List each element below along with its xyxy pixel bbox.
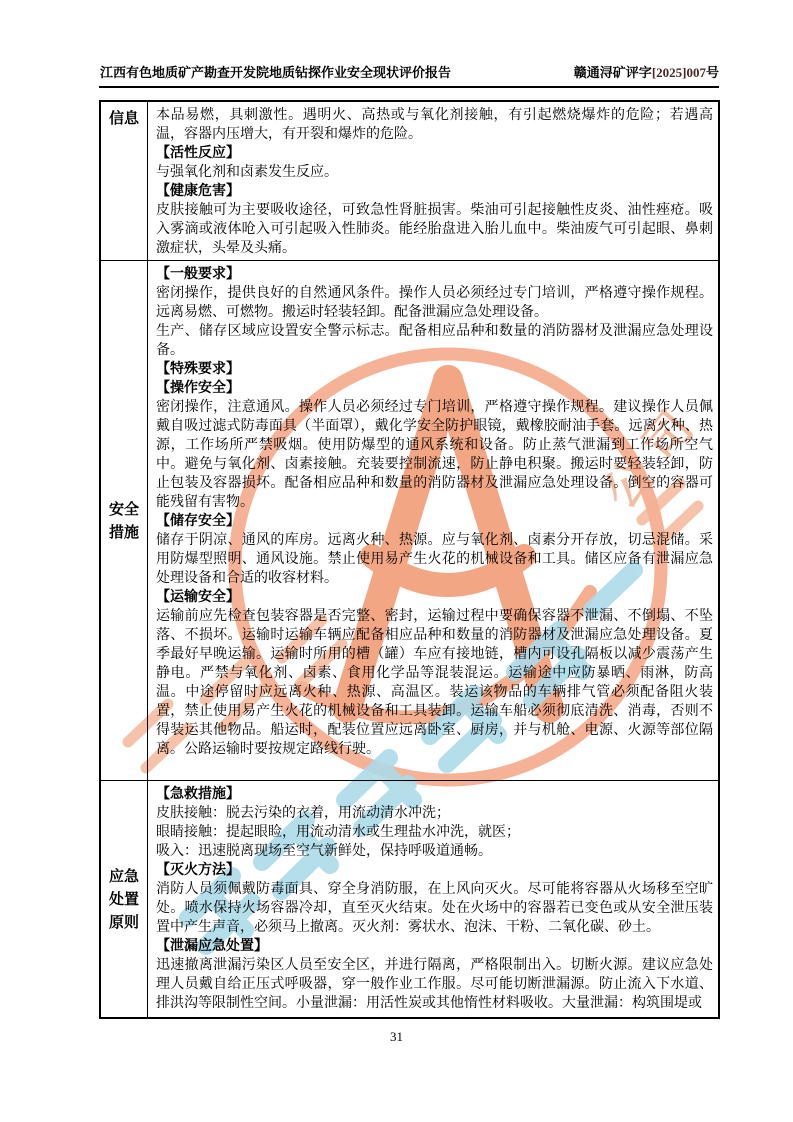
paragraph: 消防人员须佩戴防毒面具、穿全身消防服，在上风向灭火。尽可能将容器从火场移至空旷处。喷水保持火场容器冷却，直至灭火结束。处在火场中的容器若已变色或从安全泄压装置中产生声音，必须马上撤离。灭火剂：雾状水、泡沫、干粉、二氧化碳、砂土。 xyxy=(156,880,713,934)
section-heading: 【泄漏应急处置】 xyxy=(156,937,268,953)
paragraph: 眼睛接触：提起眼睑，用流动清水或生理盐水冲洗，就医； xyxy=(156,823,520,839)
section-heading: 【健康危害】 xyxy=(156,182,240,198)
page-number: 31 xyxy=(390,1029,403,1044)
paragraph: 生产、储存区域应设置安全警示标志。配备相应品种和数量的消防器材及泄漏应急处理设备。 xyxy=(156,322,713,357)
row-label xyxy=(101,102,148,260)
page-header xyxy=(100,62,719,81)
section-heading: 【特殊要求】 xyxy=(156,360,240,376)
paragraph: 密闭操作，注意通风。操作人员必须经过专门培训，严格遵守操作规程。建议操作人员佩戴自吸过滤式防毒面具（半面罩），戴化学安全防护眼镜，戴橡胶耐油手套。远离火种、热源，工作场所严禁吸烟。使用防爆型的通风系统和设备。防止蒸气泄漏到工作场所空气中。避免与氧化剂、卤素接触。充装要控制流速，防止静电积聚。搬运时要轻装轻卸，防止包装及容器损坏。配备相应品种和数量的消防器材及泄漏应急处理设备。倒空的容器可能残留有害物。 xyxy=(156,398,713,509)
paragraph: 运输前应先检查包装容器是否完整、密封，运输过程中要确保容器不泄漏、不倒塌、不坠落、不损坏。运输时运输车辆应配备相应品种和数量的消防器材及泄漏应急处理设备。夏季最好早晚运输。运输时所用的槽（罐）车应有接地链，槽内可设孔隔板以减少震荡产生静电。严禁与氧化剂、卤素、食用化学品等混装混运。运输途中应防暴晒、雨淋，防高温。中途停留时应远离火种、热源、高温区。装运该物品的车辆排气管必须配备阻火装置，禁止使用易产生火花的机械设备和工具装卸。运输车船必须彻底清洗、消毒，否则不得装运其他物品。船运时，配装位置应远离卧室、厨房，并与机舱、电源、火源等部位隔离。公路运输时要按规定路线行驶。 xyxy=(156,607,713,756)
section-heading: 【灭火方法】 xyxy=(156,861,240,877)
header-doc-number xyxy=(574,62,719,81)
paragraph: 迅速撤离泄漏污染区人员至安全区，并进行隔离，严格限制出入。切断火源。建议应急处理人员戴自给正压式呼吸器，穿一般作业工作服。尽可能切断泄漏源。防止流入下水道、排洪沟等限制性空间。小量泄漏：用活性炭或其他惰性材料吸收。大量泄漏：构筑围堤或 xyxy=(156,956,713,1010)
paragraph: 皮肤接触：脱去污染的衣着，用流动清水冲洗； xyxy=(156,804,450,820)
info-table xyxy=(99,100,720,1019)
section-heading: 【运输安全】 xyxy=(156,588,240,604)
paragraph: 皮肤接触可为主要吸收途径，可致急性肾脏损害。柴油可引起接触性皮炎、油性痤疮。吸入雾滴或液体呛入可引起吸入性肺炎。能经胎盘进入胎儿血中。柴油废气可引起眼、鼻刺激症状，头晕及头痛。 xyxy=(156,201,713,255)
table-row xyxy=(101,102,718,260)
paragraph: 吸入：迅速脱离现场至空气新鲜处，保持呼吸道通畅。 xyxy=(156,842,492,858)
row-label xyxy=(101,781,148,1017)
row-content xyxy=(148,781,718,1017)
paragraph: 储存于阴凉、通风的库房。远离火种、热源。应与氧化剂、卤素分开存放，切忌混储。采用防爆型照明、通风设施。禁止使用易产生火花的机械设备和工具。储区应备有泄漏应急处理设备和合适的收容材料。 xyxy=(156,531,713,585)
table-row xyxy=(101,260,718,780)
section-heading: 【操作安全】 xyxy=(156,379,240,395)
row-label-line: 安全 xyxy=(108,500,139,518)
doc-number-suffix: 号 xyxy=(705,65,719,80)
table-row xyxy=(101,780,718,1017)
header-report-title: 江西有色地质矿产勘查开发院地质钻探作业安全现状评价报告 xyxy=(100,65,452,80)
row-content xyxy=(148,102,718,260)
paragraph: 密闭操作，提供良好的自然通风条件。操作人员必须经过专门培训，严格遵守操作规程。远离易燃、可燃物。搬运时轻装轻卸。配备泄漏应急处理设备。 xyxy=(156,284,713,319)
doc-number-code: [2025]007 xyxy=(651,65,706,80)
row-label-line: 应急 xyxy=(108,867,139,885)
header-divider xyxy=(99,86,719,88)
section-heading: 【一般要求】 xyxy=(156,265,240,281)
paragraph: 本品易燃，具刺激性。遇明火、高热或与氧化剂接触，有引起燃烧爆炸的危险；若遇高温，容器内压增大，有开裂和爆炸的危险。 xyxy=(156,106,713,141)
row-label-line: 原则 xyxy=(108,913,139,931)
row-label-line: 措施 xyxy=(108,523,139,541)
row-label xyxy=(101,261,148,780)
section-heading: 【急救措施】 xyxy=(156,785,240,801)
row-label-line: 信息 xyxy=(108,110,139,127)
section-heading: 【储存安全】 xyxy=(156,512,240,528)
row-label-line: 处置 xyxy=(108,890,139,908)
paragraph: 与强氧化剂和卤素发生反应。 xyxy=(156,163,338,179)
watermark-text-fragment: 公司 xyxy=(593,389,714,518)
row-content xyxy=(148,261,718,780)
doc-number-prefix: 赣通浔矿评字 xyxy=(573,65,652,80)
section-heading: 【活性反应】 xyxy=(156,144,240,160)
